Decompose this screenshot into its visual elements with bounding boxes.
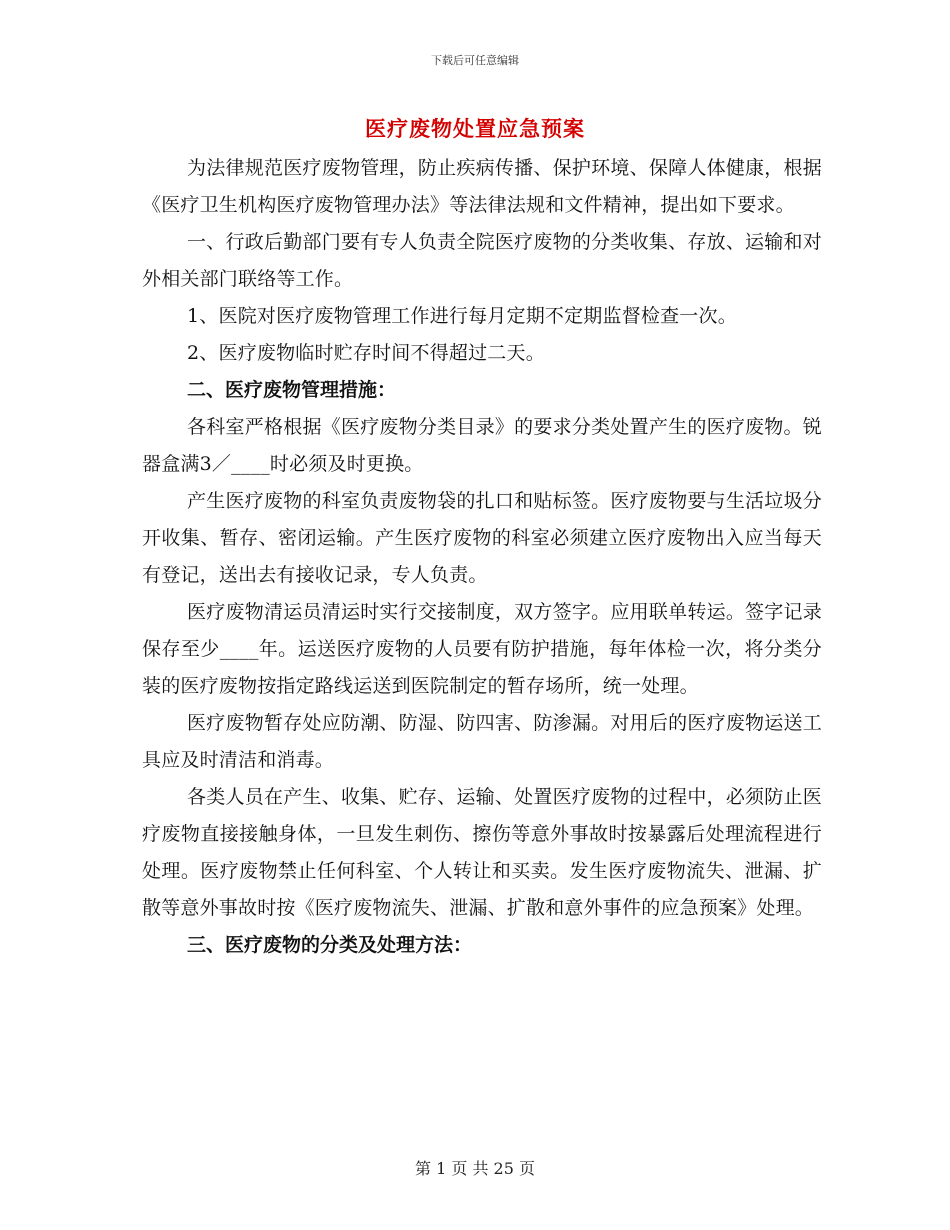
header-note: 下载后可任意编辑: [431, 54, 519, 67]
page-footer: 第 1 页 共 25 页: [415, 1159, 535, 1178]
document-title: 医疗废物处置应急预案: [365, 116, 585, 141]
paragraph-intro: 为法律规范医疗废物管理，防止疾病传播、保护环境、保障人体健康，根据《医疗卫生机构医疗废物管理办法》等法律法规和文件精神，提出如下要求。: [142, 157, 822, 216]
paragraph-item-2: 2、医疗废物临时贮存时间不得超过二天。: [187, 342, 545, 364]
paragraph-labeling: 产生医疗废物的科室负责废物袋的扎口和贴标签。医疗废物要与生活垃圾分开收集、暂存、密闭运输。产生医疗废物的科室必须建立医疗废物出入应当每天有登记，送出去有接收记录，专人负责。: [142, 490, 822, 586]
document-body: [142, 150, 822, 964]
section-heading-two: 二、医疗废物管理措施：: [187, 379, 397, 401]
paragraph-classification: 各科室严格根据《医疗废物分类目录》的要求分类处置产生的医疗废物。锐器盒满3／____时必须及时更换。: [142, 416, 822, 475]
paragraph-safety: 各类人员在产生、收集、贮存、运输、处置医疗废物的过程中，必须防止医疗废物直接接触身体，一旦发生刺伤、擦伤等意外事故时按暴露后处理流程进行处理。医疗废物禁止任何科室、个人转让和买卖。发生医疗废物流失、泄漏、扩散等意外事故时按《医疗废物流失、泄漏、扩散和意外事件的应急预案》处理。: [142, 786, 822, 919]
paragraph-storage: 医疗废物暂存处应防潮、防湿、防四害、防渗漏。对用后的医疗废物运送工具应及时清洁和消毒。: [142, 712, 822, 771]
paragraph-section-one: 一、行政后勤部门要有专人负责全院医疗废物的分类收集、存放、运输和对外相关部门联络等工作。: [142, 231, 822, 290]
section-heading-three: 三、医疗废物的分类及处理方法：: [187, 934, 473, 956]
paragraph-item-1: 1、医院对医疗废物管理工作进行每月定期不定期监督检查一次。: [187, 305, 737, 327]
paragraph-transfer: 医疗废物清运员清运时实行交接制度，双方签字。应用联单转运。签字记录保存至少____年。运送医疗废物的人员要有防护措施，每年体检一次，将分类分装的医疗废物按指定路线运送到医院制定的暂存场所，统一处理。: [142, 601, 822, 697]
